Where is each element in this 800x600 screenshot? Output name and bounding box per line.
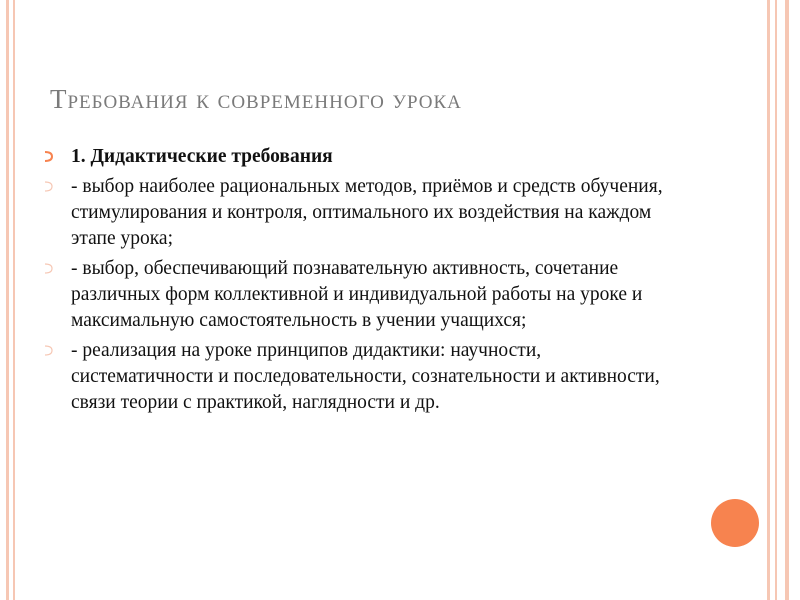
list-item: [44, 174, 684, 252]
list-item-text: - реализация на уроке принципов дидактики: научности, систематичности и последовательности, сознательности и активности, связи теории с практикой, наглядности и др.: [71, 340, 660, 413]
bullet-outline-icon: [44, 181, 53, 192]
right-decor-stripe: [767, 0, 770, 600]
list-item-text: 1. Дидактические требования: [71, 146, 333, 167]
bullet-outline-icon: [44, 345, 53, 356]
list-item: [44, 144, 684, 170]
bullet-list: [44, 144, 684, 420]
left-decor-stripe: [6, 0, 9, 600]
right-decor-stripe: [785, 0, 789, 600]
list-item-text: - выбор наиболее рациональных методов, приёмов и средств обучения, стимулирования и контроля, оптимального их воздействия на каждом этапе урока;: [71, 176, 663, 249]
bullet-filled-icon: [44, 151, 53, 162]
left-decor-stripe: [13, 0, 15, 600]
right-decor-stripe: [775, 0, 777, 600]
list-item: [44, 256, 684, 334]
list-item-text: - выбор, обеспечивающий познавательную активность, сочетание различных форм коллективной и индивидуальной работы на уроке и максимальную самостоятельность в учении учащихся;: [71, 258, 643, 331]
decorative-circle-icon: [711, 499, 759, 547]
list-item: [44, 338, 684, 416]
bullet-outline-icon: [44, 263, 53, 274]
slide-title: Требования к современного урока: [50, 84, 462, 114]
